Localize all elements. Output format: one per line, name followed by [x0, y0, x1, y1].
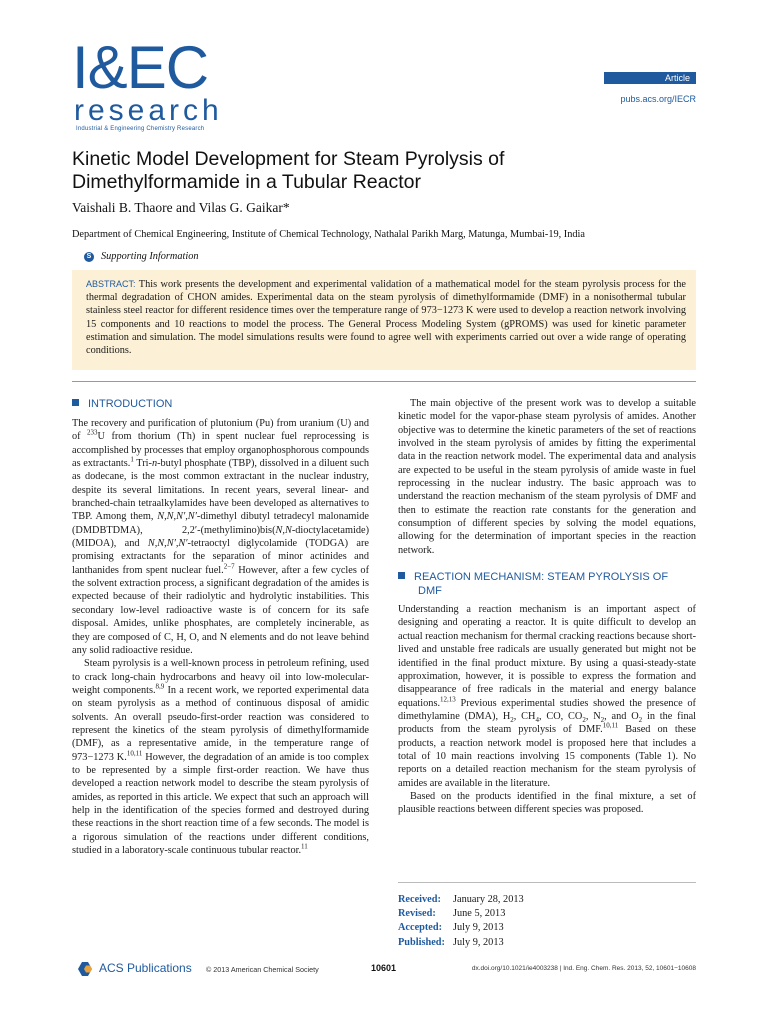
history-rule [398, 882, 696, 883]
supscript: 2−7 [223, 562, 235, 571]
article-badge: Article [604, 72, 696, 84]
title-line: Dimethylformamide in a Tubular Reactor [72, 171, 421, 193]
subscript: 2 [638, 715, 643, 724]
right-column [398, 397, 696, 817]
paragraph: The main objective of the present work was to develop a suitable kinetic model for the vapor-phase steam pyrolysis of amides. Another objective was to determine the kinetic parameters of the set of reactions involved in the steam pyrolysis of amides by fitting the experimental data in the reaction network model. The experimental data and analysis are expected to be useful in the steam pyrolysis of amide waste in fuel reprocessing in the nuclear industry. The basic approach was to understand the reaction mechanism of the steam pyrolysis of DMF and then to estimate the reaction rate constants for the generation and consumption of different species by solving the model equations, allowing for the determination of important species in the reaction network. [398, 398, 696, 556]
acs-hexagon-icon [74, 961, 96, 977]
supscript: 12,13 [440, 695, 456, 704]
divider [72, 381, 696, 382]
abstract-label: ABSTRACT: [86, 279, 136, 289]
page-number: 10601 [371, 963, 397, 973]
abstract-box [72, 270, 696, 370]
italic-text: N,N,N′,N′ [157, 511, 197, 523]
title-line: Kinetic Model Development for Steam Pyrolysis of [72, 148, 505, 170]
paragraph: The recovery and purification of plutonium (Pu) from uranium (U) and of $^{233}$U from thorium (Th) in spent nuclear fuel reprocessing is accomplished by processes that employ organophosphorous compounds as extractants.$^1$ Tri-n-butyl phosphate (TBP), dissolved in a diluent such as dodecane, is the most common extractant in the nuclear industry, despite its several limitations. In recent years, several linear- and branched-chain tetraalkylamides have been developed as alternatives to TBP. Among them, N,N,N′,N′-dimethyl dibutyl tetradecyl malonamide (DMDBTDMA), 2,2′-(methylimino)bis(N,N-dioctylacetamide) (MIDOA), and N,N,N′,N′-tetraoctyl diglycolamide (TODGA) are promising extractants for the separation of minor actinides and lanthanides from spent nuclear fuel.$^{2-7}$ However, after a few cycles of the solvent extraction process, a significant degradation of the amides is expected because of their radiolytic and hydrolytic instabilities. This secondary low-level radioactive waste is of concern for its safe disposal. Amides, unlike phosphates, are completely incinerable, as they are composed of C, H, O, and N elements and do not leave behind any solid radioactive residue. [72, 418, 369, 656]
italic-text: N,N [275, 524, 292, 536]
supscript: 233 [87, 428, 98, 437]
supscript: 10,11 [126, 749, 143, 758]
journal-url-link[interactable]: pubs.acs.org/IECR [620, 94, 696, 104]
section-heading-introduction: INTRODUCTION [72, 397, 369, 411]
authors: Vaishali B. Thaore and Vilas G. Gaikar* [72, 200, 290, 215]
paragraph: Based on the products identified in the final mixture, a set of plausible reactions between different species was proposed. [398, 790, 696, 816]
italic-text: n [151, 458, 158, 470]
italic-text: N,N,N′,N′ [147, 538, 188, 550]
article-history [398, 893, 698, 950]
history-row: Received: January 28, 2013 [398, 894, 524, 905]
supscript: 10,11 [602, 721, 619, 730]
paragraph: Steam pyrolysis is a well-known process in petroleum refining, used to crack long-chain hydrocarbons and heavy oil into low-molecular-weight components.$^{8,9}$ In a recent work, we reported experimental data on steam pyrolysis as a method of continuous disposal of amidic solvents. An overall pseudo-first-order reaction was considered to represent the kinetics of the steam pyrolysis of dimethylformamide (DMF), as a representative amide, in the temperature range of 973−1273 K.$^{10,11}$ However, the degradation of an amide is too complex to be represented by a simple first-order reaction. We have thus developed a reaction network model to describe the steam pyrolysis of amides, as reported in this article. We expect that such an approach will help in the identification of the species formed and destroyed during these reactions in the short reaction time of a few seconds. The model is a rigorous simulation of the reactions under different conditions, studied in a laboratory-scale continuous tubular reactor.$^{11}$ [72, 658, 369, 856]
journal-logo: I&EC [72, 34, 209, 101]
supscript: 8,9 [155, 682, 165, 691]
subscript: 2 [600, 715, 605, 724]
supscript: 11 [301, 842, 308, 851]
supscript: 1 [130, 455, 134, 464]
section-marker-icon [72, 399, 79, 406]
copyright: © 2013 American Chemical Society [206, 965, 319, 974]
subscript: 4 [535, 715, 539, 724]
affiliation: Department of Chemical Engineering, Institute of Chemical Technology, Nathalal Parikh Marg, Matunga, Mumbai-19, India [72, 229, 585, 240]
supporting-info-icon[interactable]: S [84, 252, 94, 262]
section-heading-reaction-mechanism: REACTION MECHANISM: STEAM PYROLYSIS OF DMF [398, 570, 696, 598]
history-row: Revised: June 5, 2013 [398, 908, 506, 920]
subscript: 2 [582, 715, 586, 724]
history-row: Accepted: July 9, 2013 [398, 922, 504, 934]
article-title [72, 148, 672, 194]
doi-citation[interactable]: dx.doi.org/10.1021/ie4003238 | Ind. Eng. Chem. Res. 2013, 52, 10601−10608 [471, 965, 696, 972]
subscript: 2 [510, 715, 514, 724]
journal-logo-subtitle: Industrial & Engineering Chemistry Research [76, 126, 205, 132]
section-marker-icon [398, 572, 405, 579]
paragraph: Understanding a reaction mechanism is an important aspect of designing and operating a reactor. It is quite difficult to develop an actual reaction mechanism for thermal cracking reactions because short-lived and unstable free radicals are usually generated but might not be identified in the final product mixture. By using a quasi-steady-state approximation, however, it is possible to express the formation and disappearance of free radicals in the material and energy balance equations.$^{12,13}$ Previous experimental studies showed the presence of dimethylamine (DMA), $H_2$, $CH_4$, CO, $CO_2$, $N_2$, and $O_2$ in the final products from the steam pyrolysis of DMF.$^{10,11}$ Based on these products, a reaction network model is proposed here that includes a total of 10 main reactions involving 15 components (Table 1). No reports on a detailed reaction mechanism for the steam pyrolysis of amides are available in the literature. [398, 604, 697, 789]
journal-logo-word: research [74, 94, 223, 127]
left-column [72, 397, 369, 857]
history-row: Published: July 9, 2013 [398, 936, 504, 948]
abstract-text: This work presents the development and experimental validation of a mathematical model for the steam pyrolysis process for the thermal degradation of CHON amides. Experimental data on the steam pyrolysis of dimethylformamide (DMF) in a nonisothermal tubular stainless steel reactor for different residence times over the temperature range of 973−1273 K were used to develop a reaction network involving 15 components and 10 reactions to model the process. The General Process Modeling System (gPROMS) was used for kinetic parameter estimation and simulation. The model simulations results were found to agree well with experiments carried out over a wide range of operating conditions. [86, 279, 686, 357]
supporting-info-link[interactable]: Supporting Information [101, 251, 199, 262]
publisher-name: ACS Publications [99, 961, 192, 975]
